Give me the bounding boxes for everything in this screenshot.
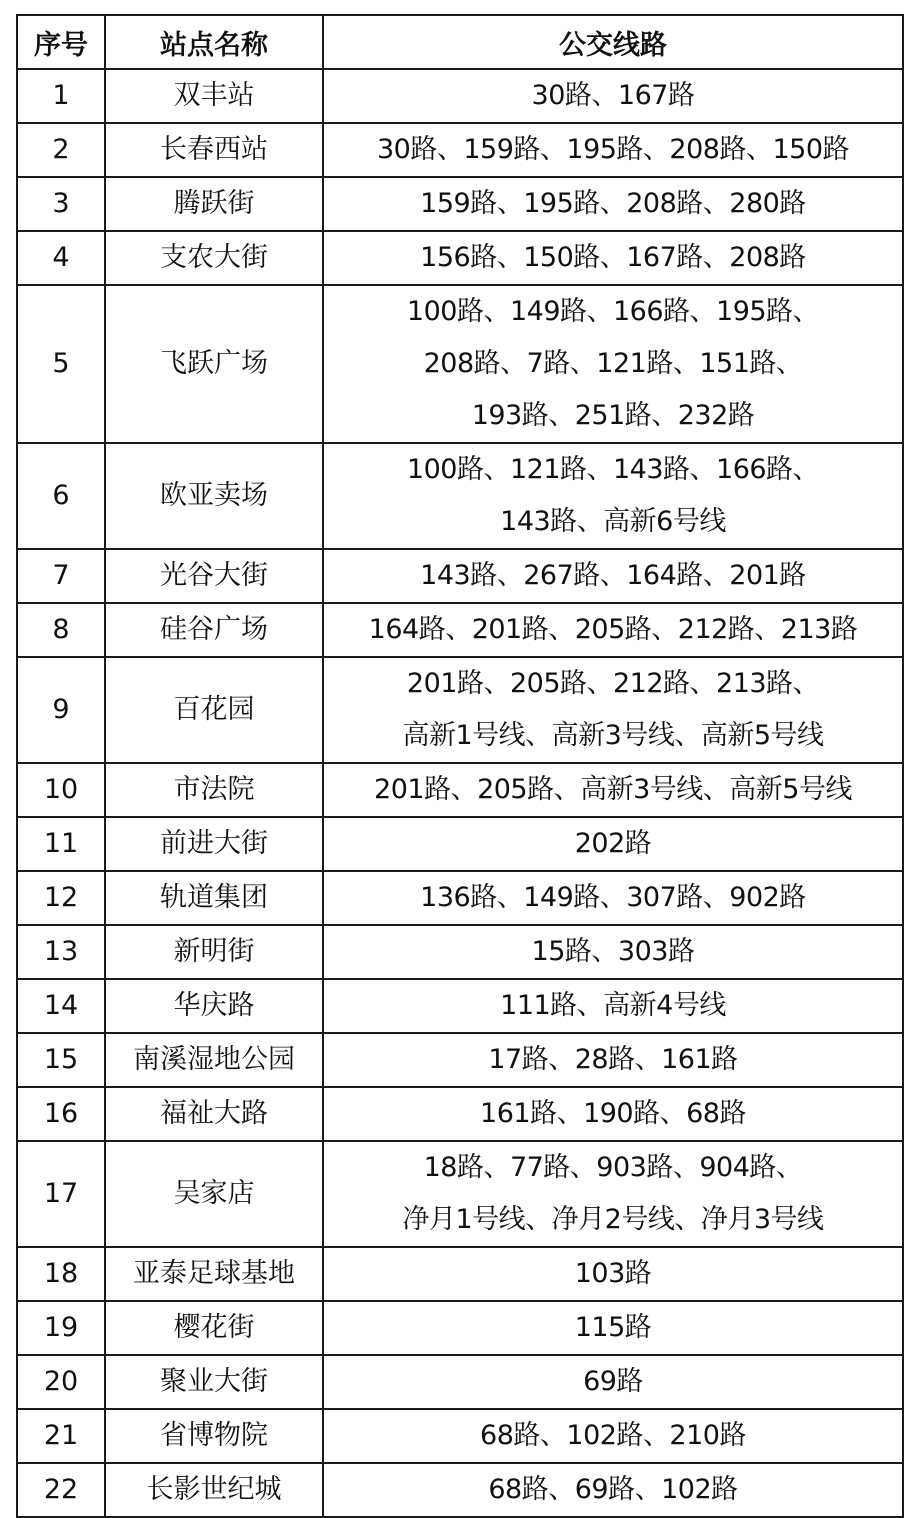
bus-routes-cell — [323, 1355, 903, 1409]
station-name: 市法院 — [105, 763, 323, 817]
row-number: 5 — [17, 285, 105, 443]
bus-routes-line: 202路 — [574, 828, 652, 859]
bus-routes-cell — [323, 1409, 903, 1463]
row-number: 9 — [17, 657, 105, 763]
station-name: 长春西站 — [105, 123, 323, 177]
bus-routes-line: 30路、159路、195路、208路、150路 — [377, 134, 849, 165]
bus-routes-line: 193路、251路、232路 — [471, 400, 755, 431]
bus-routes-line: 69路 — [583, 1366, 643, 1397]
table-row — [17, 1033, 903, 1087]
table-row — [17, 1463, 903, 1517]
header-station-name: 站点名称 — [105, 15, 323, 69]
header-number: 序号 — [17, 15, 105, 69]
row-number: 10 — [17, 763, 105, 817]
header-row — [17, 15, 903, 69]
station-name: 光谷大街 — [105, 549, 323, 603]
bus-routes-line: 17路、28路、161路 — [488, 1044, 738, 1075]
bus-routes-cell — [323, 177, 903, 231]
table-row — [17, 925, 903, 979]
bus-routes-line: 156路、150路、167路、208路 — [420, 242, 806, 273]
bus-routes-cell — [323, 231, 903, 285]
row-number: 7 — [17, 549, 105, 603]
bus-routes-line: 208路、7路、121路、151路、 — [423, 348, 803, 379]
bus-routes-line: 111路、高新4号线 — [500, 990, 726, 1021]
station-name: 省博物院 — [105, 1409, 323, 1463]
bus-routes-cell — [323, 871, 903, 925]
row-number: 2 — [17, 123, 105, 177]
table-row — [17, 1087, 903, 1141]
table-row — [17, 443, 903, 549]
table-row — [17, 817, 903, 871]
bus-routes-line: 136路、149路、307路、902路 — [420, 882, 806, 913]
row-number: 18 — [17, 1247, 105, 1301]
table-row — [17, 1409, 903, 1463]
table-row — [17, 123, 903, 177]
table-row — [17, 871, 903, 925]
table-body — [17, 69, 903, 1517]
station-name: 樱花街 — [105, 1301, 323, 1355]
table-row — [17, 177, 903, 231]
station-name: 腾跃街 — [105, 177, 323, 231]
table-row — [17, 979, 903, 1033]
bus-routes-line: 68路、102路、210路 — [480, 1420, 746, 1451]
bus-routes-line: 201路、205路、高新3号线、高新5号线 — [374, 774, 852, 805]
table-row — [17, 231, 903, 285]
bus-routes-cell — [323, 1247, 903, 1301]
station-name: 福祉大路 — [105, 1087, 323, 1141]
bus-routes-line: 103路 — [574, 1258, 652, 1289]
bus-routes-cell — [323, 657, 903, 763]
station-name: 亚泰足球基地 — [105, 1247, 323, 1301]
bus-routes-table-container — [16, 14, 902, 1518]
table-row — [17, 657, 903, 763]
station-name: 欧亚卖场 — [105, 443, 323, 549]
bus-routes-line: 30路、167路 — [531, 80, 695, 111]
row-number: 14 — [17, 979, 105, 1033]
station-name: 轨道集团 — [105, 871, 323, 925]
row-number: 21 — [17, 1409, 105, 1463]
bus-routes-line: 100路、149路、166路、195路、 — [406, 296, 820, 327]
table-row — [17, 69, 903, 123]
bus-routes-cell — [323, 817, 903, 871]
table-row — [17, 285, 903, 443]
row-number: 8 — [17, 603, 105, 657]
bus-routes-line: 高新1号线、高新3号线、高新5号线 — [402, 720, 824, 751]
station-name: 聚业大街 — [105, 1355, 323, 1409]
bus-routes-cell — [323, 763, 903, 817]
bus-routes-cell — [323, 925, 903, 979]
bus-routes-cell — [323, 549, 903, 603]
bus-routes-line: 15路、303路 — [531, 936, 695, 967]
station-name: 华庆路 — [105, 979, 323, 1033]
row-number: 4 — [17, 231, 105, 285]
table-row — [17, 763, 903, 817]
bus-routes-cell — [323, 603, 903, 657]
bus-routes-cell — [323, 69, 903, 123]
bus-routes-line: 161路、190路、68路 — [480, 1098, 746, 1129]
bus-routes-line: 100路、121路、143路、166路、 — [406, 454, 820, 485]
bus-routes-line: 159路、195路、208路、280路 — [420, 188, 806, 219]
bus-routes-cell — [323, 1087, 903, 1141]
bus-routes-line: 净月1号线、净月2号线、净月3号线 — [402, 1204, 824, 1235]
table-row — [17, 1355, 903, 1409]
station-name: 硅谷广场 — [105, 603, 323, 657]
station-name: 飞跃广场 — [105, 285, 323, 443]
table-row — [17, 549, 903, 603]
bus-routes-table — [16, 14, 904, 1518]
bus-routes-line: 143路、高新6号线 — [500, 506, 726, 537]
row-number: 22 — [17, 1463, 105, 1517]
station-name: 支农大街 — [105, 231, 323, 285]
row-number: 16 — [17, 1087, 105, 1141]
station-name: 长影世纪城 — [105, 1463, 323, 1517]
row-number: 6 — [17, 443, 105, 549]
bus-routes-line: 164路、201路、205路、212路、213路 — [368, 614, 858, 645]
bus-routes-line: 201路、205路、212路、213路、 — [406, 668, 820, 699]
table-row — [17, 1247, 903, 1301]
bus-routes-line: 143路、267路、164路、201路 — [420, 560, 806, 591]
station-name: 百花园 — [105, 657, 323, 763]
station-name: 南溪湿地公园 — [105, 1033, 323, 1087]
table-header — [17, 15, 903, 69]
bus-routes-line: 68路、69路、102路 — [488, 1474, 738, 1505]
row-number: 13 — [17, 925, 105, 979]
bus-routes-line: 115路 — [574, 1312, 652, 1343]
header-bus-routes: 公交线路 — [323, 15, 903, 69]
table-row — [17, 603, 903, 657]
row-number: 11 — [17, 817, 105, 871]
row-number: 1 — [17, 69, 105, 123]
bus-routes-cell — [323, 123, 903, 177]
station-name: 双丰站 — [105, 69, 323, 123]
row-number: 17 — [17, 1141, 105, 1247]
bus-routes-cell — [323, 285, 903, 443]
row-number: 12 — [17, 871, 105, 925]
bus-routes-cell — [323, 1141, 903, 1247]
row-number: 3 — [17, 177, 105, 231]
bus-routes-cell — [323, 1463, 903, 1517]
row-number: 19 — [17, 1301, 105, 1355]
table-row — [17, 1141, 903, 1247]
row-number: 15 — [17, 1033, 105, 1087]
table-row — [17, 1301, 903, 1355]
station-name: 吴家店 — [105, 1141, 323, 1247]
bus-routes-cell — [323, 1301, 903, 1355]
bus-routes-cell — [323, 443, 903, 549]
bus-routes-cell — [323, 979, 903, 1033]
station-name: 新明街 — [105, 925, 323, 979]
bus-routes-cell — [323, 1033, 903, 1087]
row-number: 20 — [17, 1355, 105, 1409]
bus-routes-line: 18路、77路、903路、904路、 — [423, 1152, 803, 1183]
station-name: 前进大街 — [105, 817, 323, 871]
